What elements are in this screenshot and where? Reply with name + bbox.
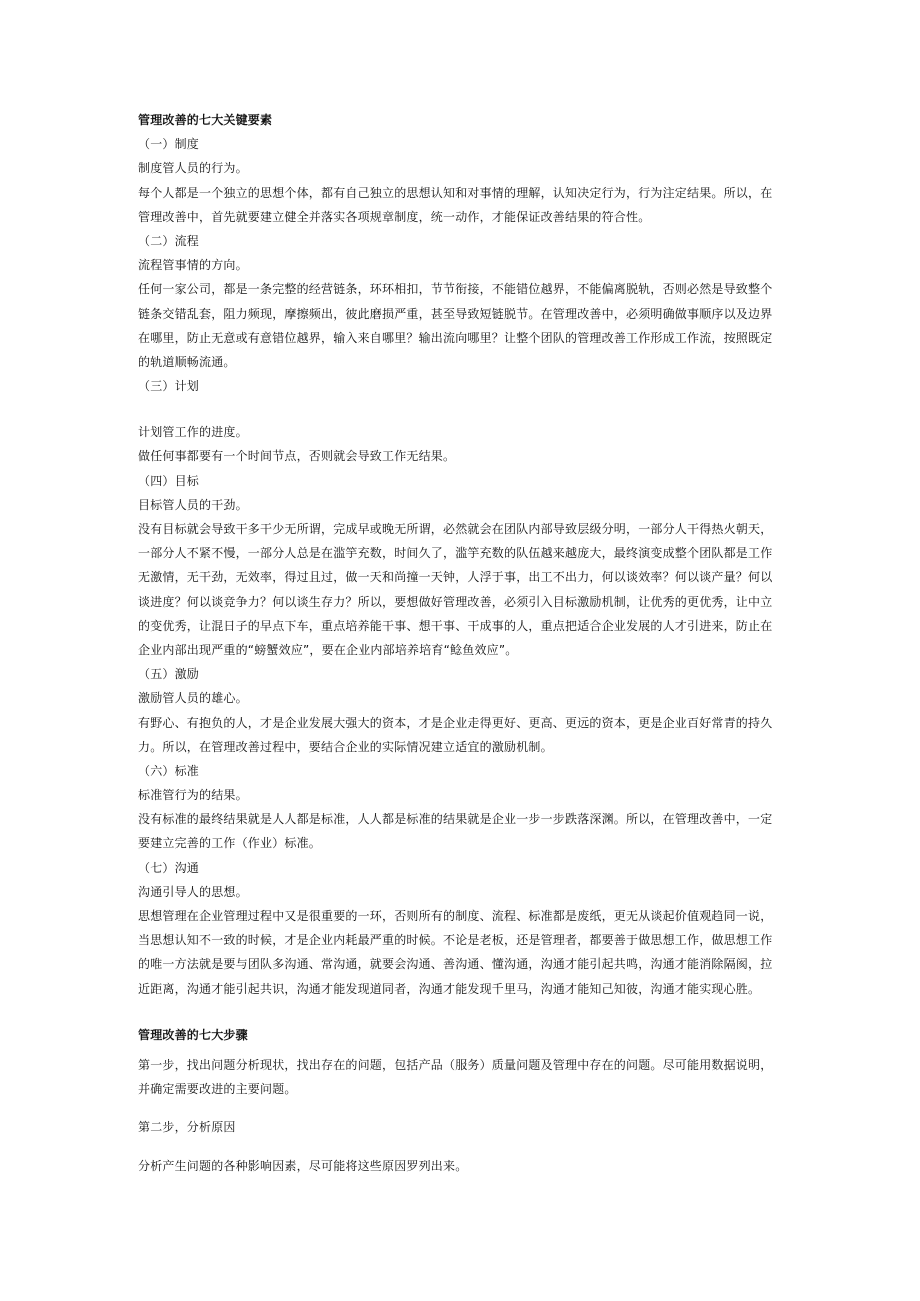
- paragraph-line: 任何一家公司，都是一条完整的经营链条，环环相扣，节节衔接，不能错位越界，不能偏离脱轨，否则必然是导致整个: [138, 282, 773, 297]
- item-heading-process: （二）流程: [138, 233, 200, 248]
- paragraph-line: 无激情，无干劲，无效率，得过且过，做一天和尚撞一天钟，人浮于事，出工不出力，何以谈效率？何以谈产量？何以: [138, 570, 773, 585]
- paragraph-line: 第一步，找出问题分析现状，找出存在的问题，包括产品（服务）质量问题及管理中存在的问题。尽可能用数据说明，: [138, 1057, 773, 1072]
- paragraph-line: 当思想认知不一致的时候，才是企业内耗最严重的时候。不论是老板，还是管理者，都要善于做思想工作，做思想工作: [138, 933, 773, 948]
- paragraph-line: 谈进度？何以谈竞争力？何以谈生存力？所以，要想做好管理改善，必须引入目标激励机制，让优秀的更优秀，让中立: [138, 594, 773, 609]
- document-page: [138, 108, 784, 1178]
- paragraph-line: 有野心、有抱负的人，才是企业发展大强大的资本，才是企业走得更好、更高、更远的资本，更是企业百好常青的持久: [138, 715, 773, 730]
- section-title-key-elements: 管理改善的七大关键要素: [138, 113, 273, 127]
- item-heading-system: （一）制度: [138, 137, 200, 152]
- paragraph-line: 力。所以，在管理改善过程中，要结合企业的实际情况建立适宜的激励机制。: [138, 739, 553, 754]
- paragraph-line: 并确定需要改进的主要问题。: [138, 1082, 297, 1097]
- item-heading-standard: （六）标准: [138, 763, 200, 778]
- paragraph-line: 的轨道顺畅流通。: [138, 354, 236, 369]
- item-heading-incentive: （五）激励: [138, 667, 200, 682]
- item-summary-system: 制度管人员的行为。: [138, 161, 248, 176]
- paragraph-line: 一部分人不紧不慢，一部分人总是在滥竽充数，时间久了，滥竽充数的队伍越来越庞大，最终演变成整个团队都是工作: [138, 546, 773, 561]
- paragraph-line: 管理改善中，首先就要建立健全并落实各项规章制度，统一动作，才能保证改善结果的符合性。: [138, 209, 651, 224]
- paragraph-line: 链条交错乱套，阻力频现，摩擦频出，彼此磨损严重，甚至导致短链脱节。在管理改善中，必须明确做事顺序以及边界: [138, 306, 773, 321]
- item-heading-communication: （七）沟通: [138, 860, 200, 875]
- item-summary-communication: 沟通引导人的思想。: [138, 884, 248, 899]
- paragraph-line: 分析产生问题的各种影响因素，尽可能将这些原因罗列出来。: [138, 1158, 468, 1173]
- paragraph-line: 企业内部出现严重的“螃蟹效应”，要在企业内部培养培育“鲶鱼效应”。: [138, 642, 518, 657]
- section-title-seven-steps: 管理改善的七大步骤: [138, 1027, 248, 1042]
- spacer: [138, 1140, 784, 1154]
- paragraph-line: 没有标准的最终结果就是人人都是标准，人人都是标准的结果就是企业一步一步跌落深渊。所以，在管理改善中，一定: [138, 812, 773, 827]
- paragraph-line: 思想管理在企业管理过程中又是很重要的一环，否则所有的制度、流程、标准都是废纸，更无从谈起价值观趋同一说，: [138, 909, 773, 923]
- step-heading-analyze-causes: 第二步，分析原因: [138, 1120, 236, 1135]
- paragraph-line: 的唯一方法就是要与团队多沟通、常沟通，就要会沟通、善沟通、懂沟通，沟通才能引起共鸣，沟通才能消除隔阂，拉: [138, 957, 773, 972]
- paragraph-line: 的变优秀，让混日子的早点下车，重点培养能干事、想干事、干成事的人，重点把适合企业发展的人才引进来，防止在: [138, 618, 773, 633]
- paragraph-line: 近距离，沟通才能引起共识，沟通才能发现道同者，沟通才能发现千里马，沟通才能知己知彼，沟通才能实现心胜。: [138, 981, 761, 996]
- spacer: [138, 1101, 784, 1115]
- paragraph-line: 每个人都是一个独立的思想个体，都有自己独立的思想认知和对事情的理解，认知决定行为，行为注定结果。所以，在: [138, 185, 773, 200]
- item-heading-plan: （三）计划: [138, 379, 200, 394]
- paragraph-line: 要建立完善的工作（作业）标准。: [138, 836, 322, 851]
- spacer: [138, 398, 784, 420]
- item-summary-standard: 标准管行为的结果。: [138, 788, 248, 803]
- paragraph-line: 做任何事都要有一个时间节点，否则就会导致工作无结果。: [138, 449, 456, 464]
- item-heading-goal: （四）目标: [138, 473, 200, 488]
- item-summary-plan: 计划管工作的进度。: [138, 425, 248, 440]
- item-summary-incentive: 激励管人员的雄心。: [138, 691, 248, 706]
- paragraph-line: 在哪里，防止无意或有意错位越界，输入来自哪里？输出流向哪里？让整个团队的管理改善工作形成工作流，按照既定: [138, 330, 773, 345]
- item-summary-goal: 目标管人员的干劲。: [138, 497, 248, 512]
- spacer: [138, 1001, 784, 1023]
- item-summary-process: 流程管事情的方向。: [138, 258, 248, 273]
- paragraph-line: 没有目标就会导致干多干少无所谓，完成早或晚无所谓，必然就会在团队内部导致层级分明，一部分人干得热火朝天，: [138, 522, 773, 536]
